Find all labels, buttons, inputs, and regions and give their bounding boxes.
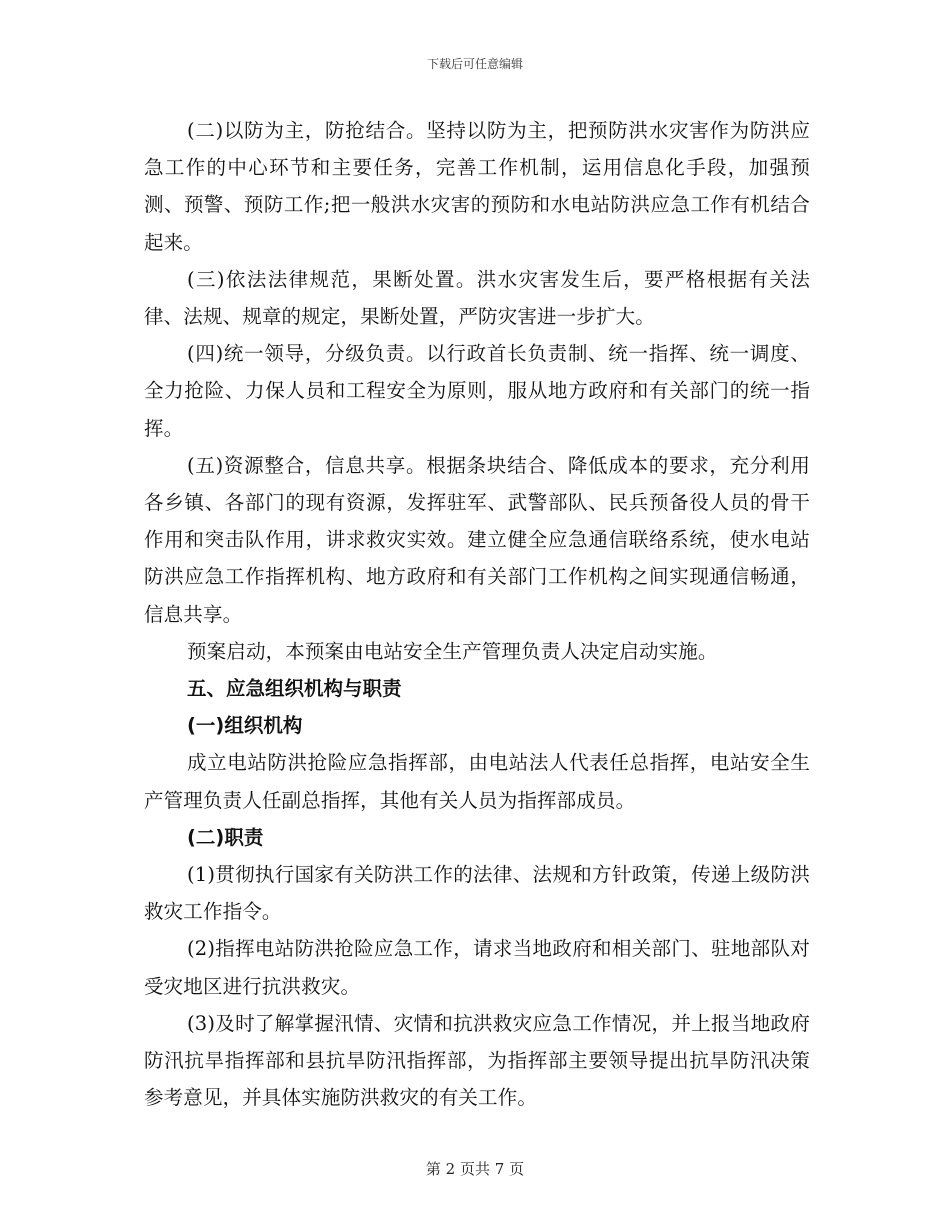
document-body	[144, 112, 810, 1116]
page-header: 下载后可任意编辑	[426, 57, 523, 71]
paragraph-organization: 成立电站防洪抢险应急指挥部，由电站法人代表任总指挥，电站安全生产管理负责人任副总指挥，其他有关人员为指挥部成员。	[144, 751, 810, 812]
subheading-organization: (一)组织机构	[187, 714, 303, 738]
paragraph-plan-activation: 预案启动，本预案由电站安全生产管理负责人决定启动实施。	[187, 639, 718, 663]
paragraph-principle-4: (四)统一领导，分级负责。以行政首长负责制、统一指挥、统一调度、全力抢险、力保人员和工程安全为原则，服从地方政府和有关部门的统一指挥。	[144, 342, 810, 440]
duty-item-3: (3)及时了解掌握汛情、灾情和抗洪救灾应急工作情况，并上报当地政府防汛抗旱指挥部和县抗旱防汛指挥部，为指挥部主要领导提出抗旱防汛决策参考意见，并具体实施防洪救灾的有关工作。	[144, 1011, 810, 1110]
page-number: 第 2 页共 7 页	[425, 1160, 525, 1178]
subheading-duties: (二)职责	[187, 825, 264, 849]
paragraph-principle-3: (三)依法法律规范，果断处置。洪水灾害发生后，要严格根据有关法律、法规、规章的规定，果断处置，严防灾害进一步扩大。	[144, 267, 810, 329]
duty-item-2: (2)指挥电站防洪抢险应急工作，请求当地政府和相关部门、驻地部队对受灾地区进行抗洪救灾。	[144, 937, 810, 998]
paragraph-principle-5: (五)资源整合，信息共享。根据条块结合、降低成本的要求，充分利用各乡镇、各部门的现有资源，发挥驻军、武警部队、民兵预备役人员的骨干作用和突击队作用，讲求救灾实效。建立健全应急通信联络系统，使水电站防洪应急工作指挥机构、地方政府和有关部门工作机构之间实现通信畅通，信息共享。	[144, 453, 810, 626]
paragraph-principle-2: (二)以防为主，防抢结合。坚持以防为主，把预防洪水灾害作为防洪应急工作的中心环节和主要任务，完善工作机制，运用信息化手段，加强预测、预警、预防工作;把一般洪水灾害的预防和水电站防洪应急工作有机结合起来。	[144, 119, 810, 254]
duty-item-1: (1)贯彻执行国家有关防洪工作的法律、法规和方针政策，传递上级防洪救灾工作指令。	[144, 863, 810, 924]
section-heading: 五、应急组织机构与职责	[187, 677, 402, 701]
